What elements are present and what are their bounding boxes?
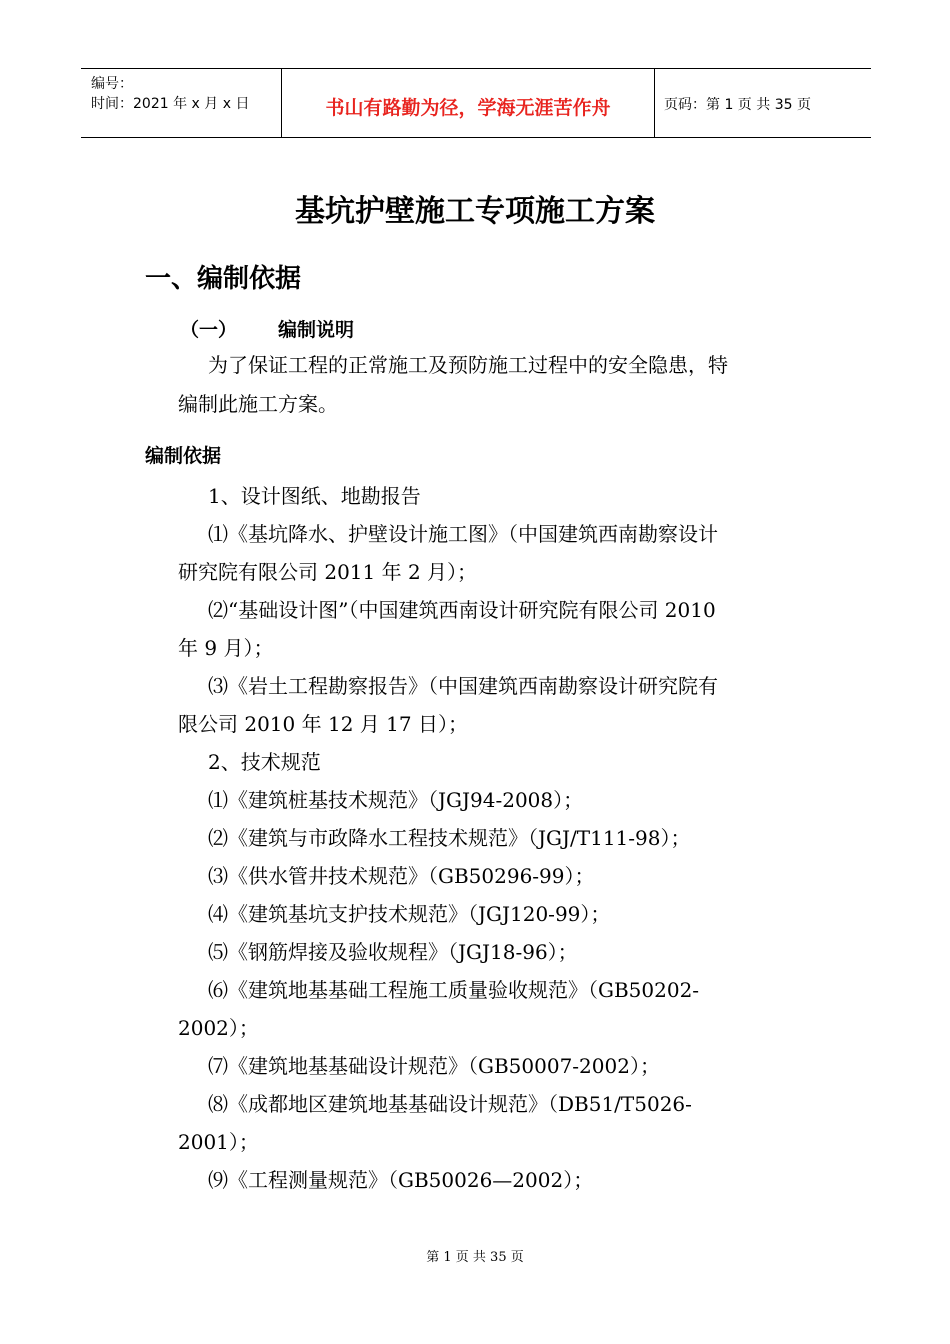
list-item: 2001）；	[178, 1130, 259, 1154]
document-header	[81, 68, 871, 138]
number-label: 编号：	[91, 76, 133, 92]
page-footer: 第 1 页 共 35 页	[426, 1250, 524, 1265]
list-item: ⑼《工程测量规范》（GB50026—2002）；	[208, 1168, 594, 1192]
list-item: ⑴《建筑桩基技术规范》（JGJ94-2008）；	[208, 788, 584, 812]
header-motto: 书山有路勤为径，学海无涯苦作舟	[325, 97, 611, 119]
time-label: 时间：2021 年 x 月 x 日	[91, 96, 250, 112]
header-left-cell	[81, 69, 281, 137]
paragraph-line: 为了保证工程的正常施工及预防施工过程中的安全隐患，特	[208, 353, 728, 377]
header-page-info: 页码：第 1 页 共 35 页	[664, 97, 811, 113]
list-item: ⑶《岩土工程勘察报告》（中国建筑西南勘察设计研究院有	[208, 674, 718, 698]
list-item: 限公司 2010 年 12 月 17 日）；	[178, 712, 468, 736]
list-item: 2、技术规范	[208, 750, 321, 774]
list-item: ⑸《钢筋焊接及验收规程》（JGJ18-96）；	[208, 940, 578, 964]
list-item: ⑶《供水管井技术规范》（GB50296-99）；	[208, 864, 595, 888]
subsection-heading	[180, 315, 354, 342]
section-heading: 一、编制依据	[145, 264, 302, 294]
subsection-number: （一）	[180, 319, 238, 341]
paragraph-line: 编制此施工方案。	[178, 392, 338, 416]
list-item: 年 9 月）；	[178, 636, 274, 660]
document-title: 基坑护壁施工专项施工方案	[295, 194, 655, 229]
list-item: ⑹《建筑地基基础工程施工质量验收规范》（GB50202-	[208, 978, 700, 1002]
subsection-title: 编制说明	[278, 319, 355, 341]
header-page-cell	[654, 69, 871, 137]
list-item: ⑷《建筑基坑支护技术规范》（JGJ120-99）；	[208, 902, 611, 926]
header-motto-cell	[281, 69, 655, 137]
list-item: ⑵《建筑与市政降水工程技术规范》（JGJ/T111-98）；	[208, 826, 691, 850]
list-item: 研究院有限公司 2011 年 2 月）；	[178, 560, 478, 584]
list-item: 1、设计图纸、地勘报告	[208, 484, 421, 508]
list-item: ⑵“基础设计图”（中国建筑西南设计研究院有限公司 2010	[208, 598, 716, 622]
list-item: 2002）；	[178, 1016, 259, 1040]
basis-heading: 编制依据	[145, 445, 222, 467]
list-item: ⑴《基坑降水、护壁设计施工图》（中国建筑西南勘察设计	[208, 522, 718, 546]
list-item: ⑺《建筑地基基础设计规范》（GB50007-2002）；	[208, 1054, 660, 1078]
list-item: ⑻《成都地区建筑地基基础设计规范》（DB51/T5026-	[208, 1092, 692, 1116]
